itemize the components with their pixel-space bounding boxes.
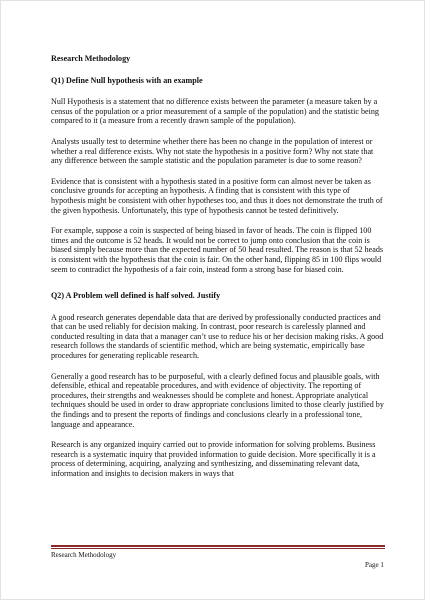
q1-paragraph: Null Hypothesis is a statement that no difference exists between the parameter (a measure taken by a census of the population or a prior measurement of a sample of the population) and the statistic being compared to it (a measure from a recently drawn sample of the population). xyxy=(51,97,379,126)
question-2-heading: Q2) A Problem well defined is half solved. Justify xyxy=(51,291,221,301)
footer-title: Research Methodology xyxy=(51,551,117,559)
footer-rule-thin xyxy=(51,548,385,549)
document-body xyxy=(51,54,385,490)
q1-paragraph: For example, suppose a coin is suspected of being biased in favor of heads. The coin is flipped 100 times and the outcome is 52 heads. It would not be correct to jump onto conclusion that the coin is biased simply because more than the expected number of 50 head resulted. The reason is that 52 heads is consistent with the hypothesis that the coin is fair. On the other hand, flipping 85 in 100 flips would seem to contradict the hypothesis of a fair coin, instead form a strong base for biased coin. xyxy=(51,226,384,274)
q2-paragraph: A good research generates dependable data that are derived by professionally conducted practices and that can be used reliably for decision making. In contrast, poor research is carelessly planned and conducted resulting in data that a manager can’t use to reduce his or her decision making risks. A good research follows the standards of scientific method, which are being systematic, empirically base procedures for generating replicable research. xyxy=(51,312,384,361)
document-title: Research Methodology xyxy=(51,54,131,63)
q1-paragraph: Evidence that is consistent with a hypothesis stated in a positive form can almost never be taken as conclusive grounds for accepting an hypothesis. A finding that is consistent with this type of hypothesis might be consistent with other hypotheses too, and thus it does not demonstrate the truth of the given hypothesis. Unfortunately, this type of hypothesis cannot be tested definitively. xyxy=(51,176,383,215)
question-1-heading: Q1) Define Null hypothesis with an example xyxy=(51,75,203,85)
page-number: Page 1 xyxy=(365,561,384,569)
q1-paragraph: Analysts usually test to determine whether there has been no change in the population of interest or whether a real difference exists. Why not state the hypothesis in a positive form? Why not state that any difference between the sample statistic and the population parameter is due to some reason? xyxy=(51,136,374,166)
q2-paragraph: Research is any organized inquiry carried out to provide information for solving problems. Business research is a systematic inquiry that provided information to guide decision. More specifically it is a process of determining, acquiring, analyzing and synthesizing, and disseminating relevant data, information and insights to decision makers in ways that xyxy=(51,440,376,478)
q2-paragraph: Generally a good research has to be purposeful, with a clearly defined focus and plausible goals, with defensible, ethical and repeatable procedures, and with evidence of objectivity. The reporting of procedures, their strengths and weaknesses should be complete and honest. Appropriate analytical techniques should be used in order to draw appropriate conclusions limited to those clearly justified by the findings and to present the reports of findings and conclusions clearly in a professional tone, language and appearance. xyxy=(51,371,384,429)
footer-rule-thick xyxy=(51,545,385,547)
